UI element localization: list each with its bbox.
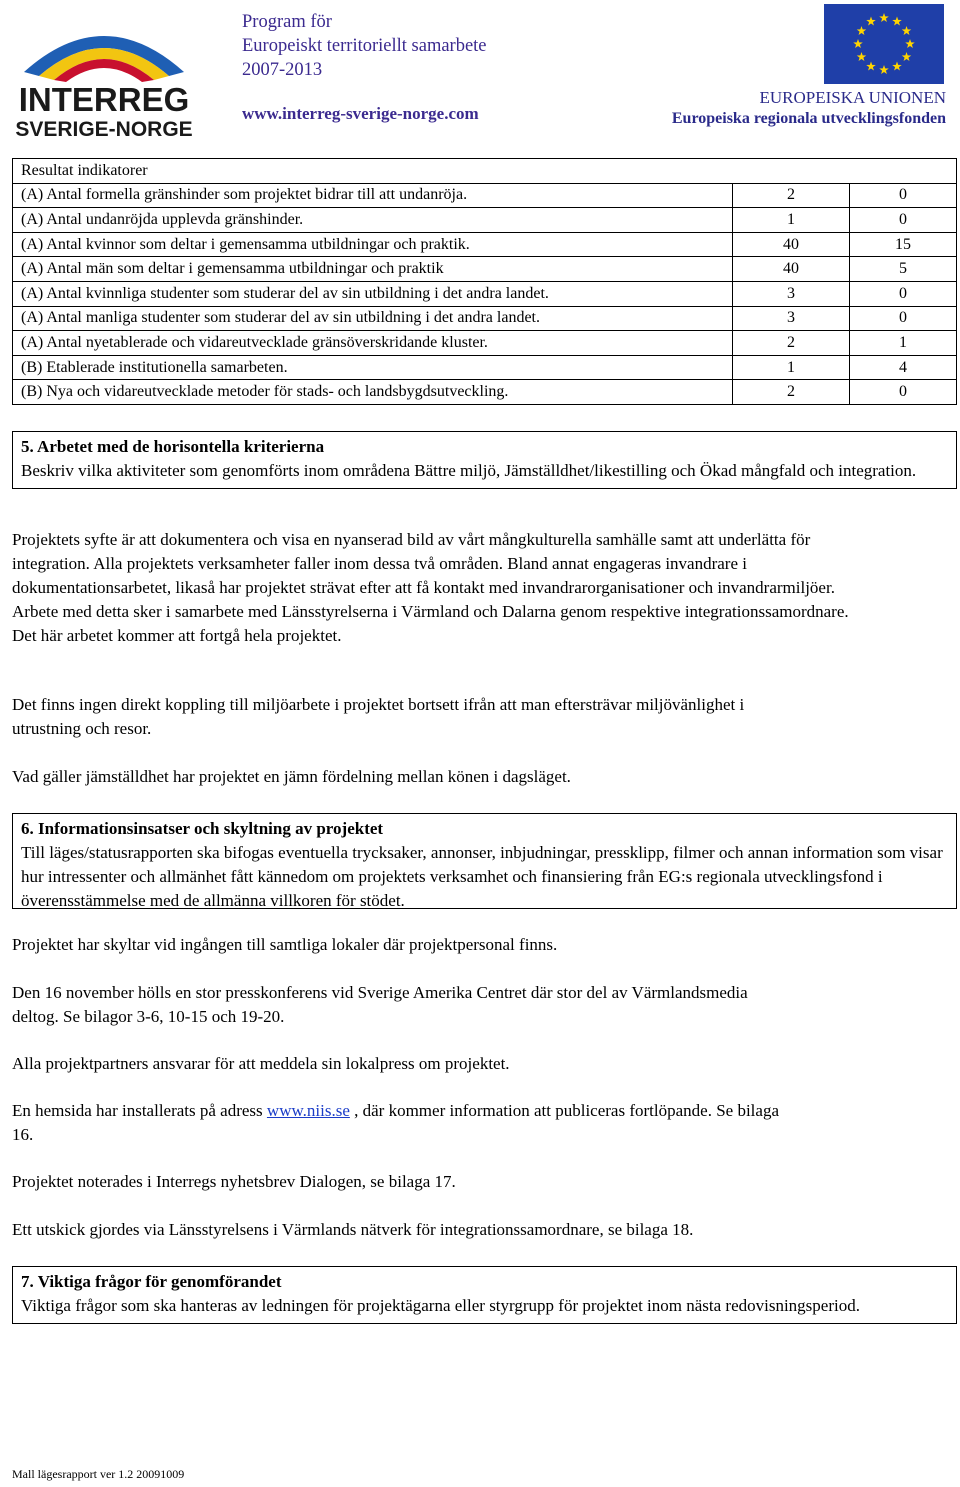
indicator-value-2: 0 bbox=[850, 183, 957, 208]
program-line-1: Program för bbox=[242, 12, 332, 32]
indicator-row bbox=[13, 306, 957, 331]
indicator-label: (A) Antal manliga studenter som studerar del av sin utbildning i det andra landet. bbox=[13, 306, 733, 331]
section-6-paragraph-1: Projektet har skyltar vid ingången till samtliga lokaler där projektpersonal finns. bbox=[12, 935, 558, 954]
indicator-row bbox=[13, 257, 957, 282]
section-5-paragraph-1: Projektets syfte är att dokumentera och visa en nyanserad bild av vårt mångkulturella samhälle samt att underlätta för integration. Alla projektets verksamheter faller inom dessa två områden. Bland annat engageras invandrare i dokumentationsarbetet, likaså har projektet strävat efter att få kontakt med invandrarorganisationer och invandrarmiljöer. Arbete med detta sker i samarbete med Länsstyrelserna i Värmland och Dalarna genom respektive integrationssamordnare. Det här arbetet kommer att fortgå hela projektet. bbox=[12, 530, 849, 645]
indicator-label: (A) Antal formella gränshinder som projektet bidrar till att undanröja. bbox=[13, 183, 733, 208]
indicator-label: (B) Etablerade institutionella samarbeten. bbox=[13, 355, 733, 380]
indicator-value-2: 0 bbox=[850, 380, 957, 405]
section-7-box bbox=[12, 1266, 957, 1324]
indicators-heading: Resultat indikatorer bbox=[13, 159, 957, 184]
indicator-value-2: 15 bbox=[850, 232, 957, 257]
indicator-value-1: 2 bbox=[733, 183, 850, 208]
indicator-value-1: 3 bbox=[733, 306, 850, 331]
section-6-prompt: Till läges/statusrapporten ska bifogas eventuella trycksaker, annonser, inbjudningar, pressklipp, filmer och annan information som visar hur intressenter och allmänhet fått kännedom om projektets verksamhet och finansiering från EG:s regionala utvecklingsfond i överensstämmelse med de allmänna villkoren för stödet. bbox=[21, 843, 943, 910]
program-info bbox=[242, 10, 487, 126]
section-7-prompt: Viktiga frågor som ska hanteras av ledningen för projektägarna eller styrgrupp för projektet inom nästa redovisningsperiod. bbox=[21, 1296, 860, 1315]
indicators-table bbox=[12, 158, 957, 405]
indicator-label: (B) Nya och vidareutvecklade metoder för stads- och landsbygdsutveckling. bbox=[13, 380, 733, 405]
section-6-paragraph-2: Den 16 november hölls en stor presskonferens vid Sverige Amerika Centret där stor del av Värmlandsmedia deltog. Se bilagor 3-6, 10-15 och 19-20. bbox=[12, 983, 748, 1026]
logo-text-sverige-norge: SVERIGE-NORGE bbox=[15, 118, 193, 140]
indicator-row bbox=[13, 281, 957, 306]
indicator-label: (A) Antal män som deltar i gemensamma utbildningar och praktik bbox=[13, 257, 733, 282]
indicator-value-2: 5 bbox=[850, 257, 957, 282]
website-text-after: , där kommer information att publiceras fortlöpande. Se bilaga 16. bbox=[12, 1101, 779, 1144]
indicator-value-1: 2 bbox=[733, 331, 850, 356]
eu-fund-label: Europeiska regionala utvecklingsfonden bbox=[671, 110, 946, 127]
indicator-value-2: 4 bbox=[850, 355, 957, 380]
indicator-value-2: 0 bbox=[850, 281, 957, 306]
niis-website-link[interactable]: www.niis.se bbox=[266, 1101, 350, 1120]
section-5-box bbox=[12, 431, 957, 489]
indicator-value-1: 40 bbox=[733, 232, 850, 257]
indicator-value-2: 1 bbox=[850, 331, 957, 356]
section-5-prompt: Beskriv vilka aktiviteter som genomförts inom områdena Bättre miljö, Jämställdhet/likestilling och Ökad mångfald och integration. bbox=[21, 461, 917, 480]
logo-text-interreg: INTERREG bbox=[18, 81, 190, 118]
section-5-paragraph-3: Vad gäller jämställdhet har projektet en jämn fördelning mellan könen i dagsläget. bbox=[12, 767, 571, 786]
eu-block bbox=[606, 4, 946, 130]
indicator-value-2: 0 bbox=[850, 208, 957, 233]
section-6-paragraph-5: Projektet noterades i Interregs nyhetsbrev Dialogen, se bilaga 17. bbox=[12, 1172, 456, 1191]
indicator-value-1: 3 bbox=[733, 281, 850, 306]
indicator-row bbox=[13, 380, 957, 405]
interreg-logo bbox=[4, 10, 204, 140]
indicator-label: (A) Antal undanröjda upplevda gränshinder. bbox=[13, 208, 733, 233]
indicator-row bbox=[13, 183, 957, 208]
section-6-paragraph-6: Ett utskick gjordes via Länsstyrelsens i Värmlands nätverk för integrationssamordnare, se bilaga 18. bbox=[12, 1220, 694, 1239]
eu-flag-icon bbox=[824, 4, 944, 84]
indicator-value-1: 2 bbox=[733, 380, 850, 405]
eu-union-label: EUROPEISKA UNIONEN bbox=[759, 88, 946, 107]
indicator-value-2: 0 bbox=[850, 306, 957, 331]
indicator-row bbox=[13, 355, 957, 380]
program-url-link[interactable]: www.interreg-sverige-norge.com bbox=[242, 104, 479, 123]
section-6-box bbox=[12, 813, 957, 909]
section-6-title: 6. Informationsinsatser och skyltning av projektet bbox=[21, 819, 384, 838]
section-5-title: 5. Arbetet med de horisontella kriterierna bbox=[21, 437, 325, 456]
website-text-before: En hemsida har installerats på adress bbox=[12, 1101, 267, 1120]
indicator-row bbox=[13, 208, 957, 233]
indicator-label: (A) Antal nyetablerade och vidareutvecklade gränsöverskridande kluster. bbox=[13, 331, 733, 356]
indicator-value-1: 40 bbox=[733, 257, 850, 282]
section-7-title: 7. Viktiga frågor för genomförandet bbox=[21, 1272, 282, 1291]
indicator-value-1: 1 bbox=[733, 208, 850, 233]
indicators-heading-row bbox=[13, 159, 957, 184]
program-line-3: 2007-2013 bbox=[242, 60, 323, 80]
section-6-paragraph-4 bbox=[12, 1099, 792, 1147]
indicator-label: (A) Antal kvinnliga studenter som studerar del av sin utbildning i det andra landet. bbox=[13, 281, 733, 306]
footer-version: Mall lägesrapport ver 1.2 20091009 bbox=[12, 1467, 185, 1481]
section-6-paragraph-3: Alla projektpartners ansvarar för att meddela sin lokalpress om projektet. bbox=[12, 1054, 510, 1073]
indicator-label: (A) Antal kvinnor som deltar i gemensamma utbildningar och praktik. bbox=[13, 232, 733, 257]
indicator-row bbox=[13, 331, 957, 356]
program-line-2: Europeiskt territoriellt samarbete bbox=[242, 36, 487, 56]
indicator-row bbox=[13, 232, 957, 257]
section-5-paragraph-2: Det finns ingen direkt koppling till miljöarbete i projektet bortsett ifrån att man eftersträvar miljövänlighet i utrustning och resor. bbox=[12, 695, 745, 738]
indicator-value-1: 1 bbox=[733, 355, 850, 380]
interreg-logo-graphic bbox=[4, 10, 204, 140]
